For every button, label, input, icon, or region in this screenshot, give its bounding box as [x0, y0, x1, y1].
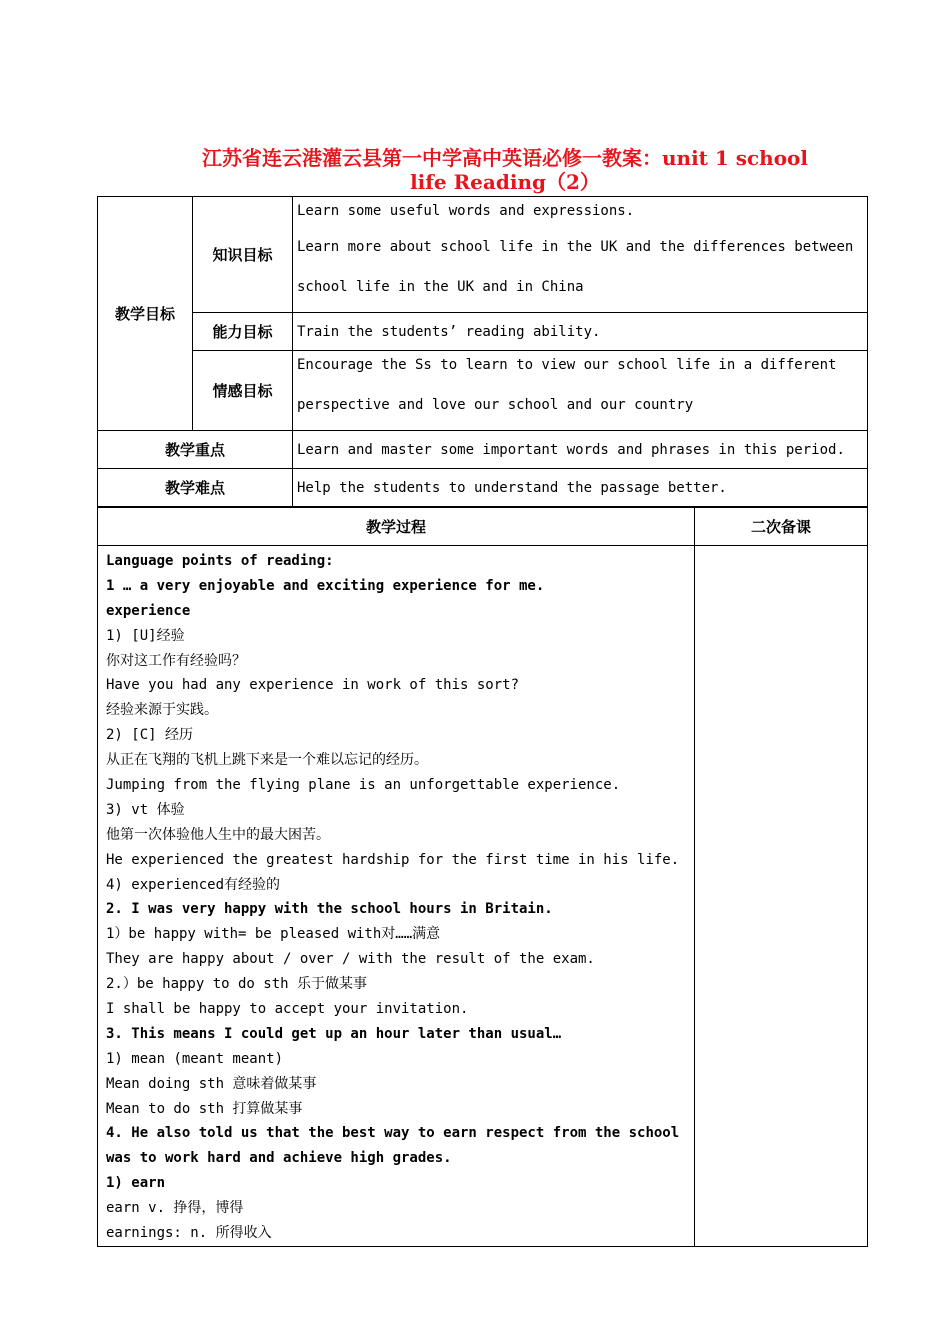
- process-line: Mean to do sth 打算做某事: [106, 1100, 303, 1117]
- knowledge-line-3: school life in the UK and in China: [297, 279, 584, 295]
- process-line: They are happy about / over / with the result of the exam.: [106, 951, 595, 968]
- process-line: 4. He also told us that the best way to earn respect from the school: [106, 1125, 680, 1142]
- key-points-label: 教学重点: [98, 431, 293, 469]
- process-line: 从正在飞翔的飞机上跳下来是一个难以忘记的经历。: [106, 752, 428, 769]
- knowledge-label: 知识目标: [193, 197, 293, 313]
- process-line: 3) vt 体验: [106, 801, 185, 818]
- process-line: 你对这工作有经验吗？: [106, 652, 246, 669]
- process-line: 4) experienced有经验的: [106, 876, 281, 893]
- emotion-label: 情感目标: [193, 351, 293, 431]
- objectives-label: 教学目标: [98, 197, 193, 431]
- emotion-content: [293, 351, 868, 431]
- process-line: 经验来源于实践。: [106, 702, 218, 719]
- process-line: 他第一次体验他人生中的最大困苦。: [106, 826, 330, 843]
- process-line: 2.）be happy to do sth 乐于做某事: [106, 976, 368, 993]
- process-line: 1）be happy with= be pleased with对……满意: [106, 926, 441, 943]
- ability-label: 能力目标: [193, 313, 293, 351]
- process-content: [98, 546, 695, 1247]
- title-line-1: 江苏省连云港灌云县第一中学高中英语必修一教案：unit 1 school: [201, 146, 808, 170]
- ability-text: Train the students’ reading ability.: [293, 313, 868, 351]
- process-line: Have you had any experience in work of this sort?: [106, 677, 520, 694]
- emotion-line-1: Encourage the Ss to learn to view our school life in a different: [297, 357, 837, 373]
- process-line: Jumping from the flying plane is an unforgettable experience.: [106, 777, 621, 794]
- process-line: earnings: n. 所得收入: [106, 1225, 272, 1242]
- process-line: was to work hard and achieve high grades.: [106, 1150, 452, 1167]
- process-line: 2. I was very happy with the school hours in Britain.: [106, 901, 553, 918]
- process-line: He experienced the greatest hardship for the first time in his life.: [106, 851, 680, 868]
- process-line: experience: [106, 602, 191, 619]
- objectives-table: [97, 196, 868, 507]
- notes-header: 二次备课: [695, 508, 868, 546]
- process-line: I shall be happy to accept your invitation.: [106, 1001, 469, 1018]
- title-line-2: life Reading（2）: [410, 170, 600, 194]
- process-line: Mean doing sth 意味着做某事: [106, 1075, 317, 1092]
- process-line: 3. This means I could get up an hour later than usual…: [106, 1025, 562, 1042]
- process-line: 1) earn: [106, 1175, 166, 1192]
- process-line: 1) mean (meant meant): [106, 1050, 284, 1067]
- process-header: 教学过程: [98, 508, 695, 546]
- process-table: [97, 507, 868, 1247]
- key-points-text: Learn and master some important words and phrases in this period.: [293, 431, 868, 469]
- document-title: [120, 146, 890, 194]
- process-line: 1) [U]经验: [106, 627, 185, 644]
- process-line: Language points of reading:: [106, 553, 334, 569]
- process-line: 1 … a very enjoyable and exciting experience for me.: [106, 577, 545, 594]
- difficulties-text: Help the students to understand the passage better.: [293, 469, 868, 507]
- emotion-line-2: perspective and love our school and our country: [297, 397, 694, 413]
- process-line: earn v. 挣得，博得: [106, 1200, 244, 1217]
- knowledge-line-2: Learn more about school life in the UK and the differences between: [297, 239, 854, 255]
- process-line: 2) [C] 经历: [106, 727, 194, 744]
- knowledge-content: [293, 197, 868, 313]
- difficulties-label: 教学难点: [98, 469, 293, 507]
- notes-content: [695, 546, 868, 1247]
- process-lines: [98, 546, 694, 1246]
- knowledge-line-1: Learn some useful words and expressions.: [297, 203, 635, 219]
